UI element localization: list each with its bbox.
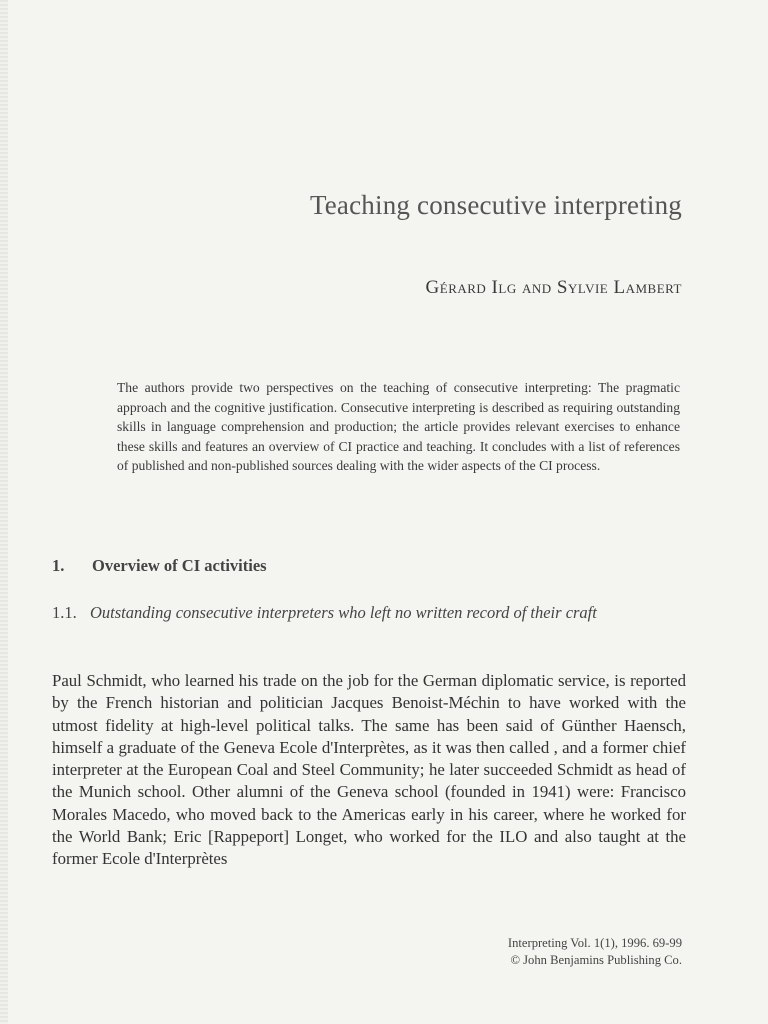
copyright-notice: © John Benjamins Publishing Co. — [510, 953, 682, 967]
section-number: 1. — [52, 556, 65, 575]
abstract: The authors provide two perspectives on the teaching of consecutive interpreting: The pragmatic approach and the cognitive justification. Consecutive interpreting is described as requiring outstanding skills in language comprehension and production; the article provides relevant exercises to enhance these skills and features an overview of CI practice and teaching. It concludes with a list of references of published and non-published sources dealing with the wider aspects of the CI process. — [117, 380, 680, 474]
subsection-title: Outstanding consecutive interpreters who left no written record of their craft — [90, 603, 597, 622]
article-title: Teaching consecutive interpreting — [309, 190, 682, 220]
subsection-heading — [52, 602, 684, 624]
page-edge — [0, 0, 8, 1024]
section-heading — [52, 556, 267, 576]
citation-footer — [508, 935, 682, 969]
section-title: Overview of CI activities — [92, 556, 267, 575]
article-authors: Gérard Ilg and Sylvie Lambert — [425, 277, 682, 298]
subsection-number: 1.1. — [52, 603, 77, 622]
journal-citation: Interpreting Vol. 1(1), 1996. 69-99 — [507, 936, 682, 950]
body-paragraph: Paul Schmidt, who learned his trade on the job for the German diplomatic service, is reported by the French historian and politician Jacques Benoist-Méchin to have worked with the utmost fidelity at high-level political talks. The same has been said of Günther Haensch, himself a graduate of the Geneva Ecole d'Interprètes, as it was then called , and a former chief interpreter at the European Coal and Steel Community; he later succeeded Schmidt as head of the Munich school. Other alumni of the Geneva school (founded in 1941) were: Francisco Morales Macedo, who moved back to the Americas early in his career, where he worked for the World Bank; Eric [Rappeport] Longet, who worked for the ILO and also taught at the former Ecole d'Interprètes — [52, 671, 686, 869]
